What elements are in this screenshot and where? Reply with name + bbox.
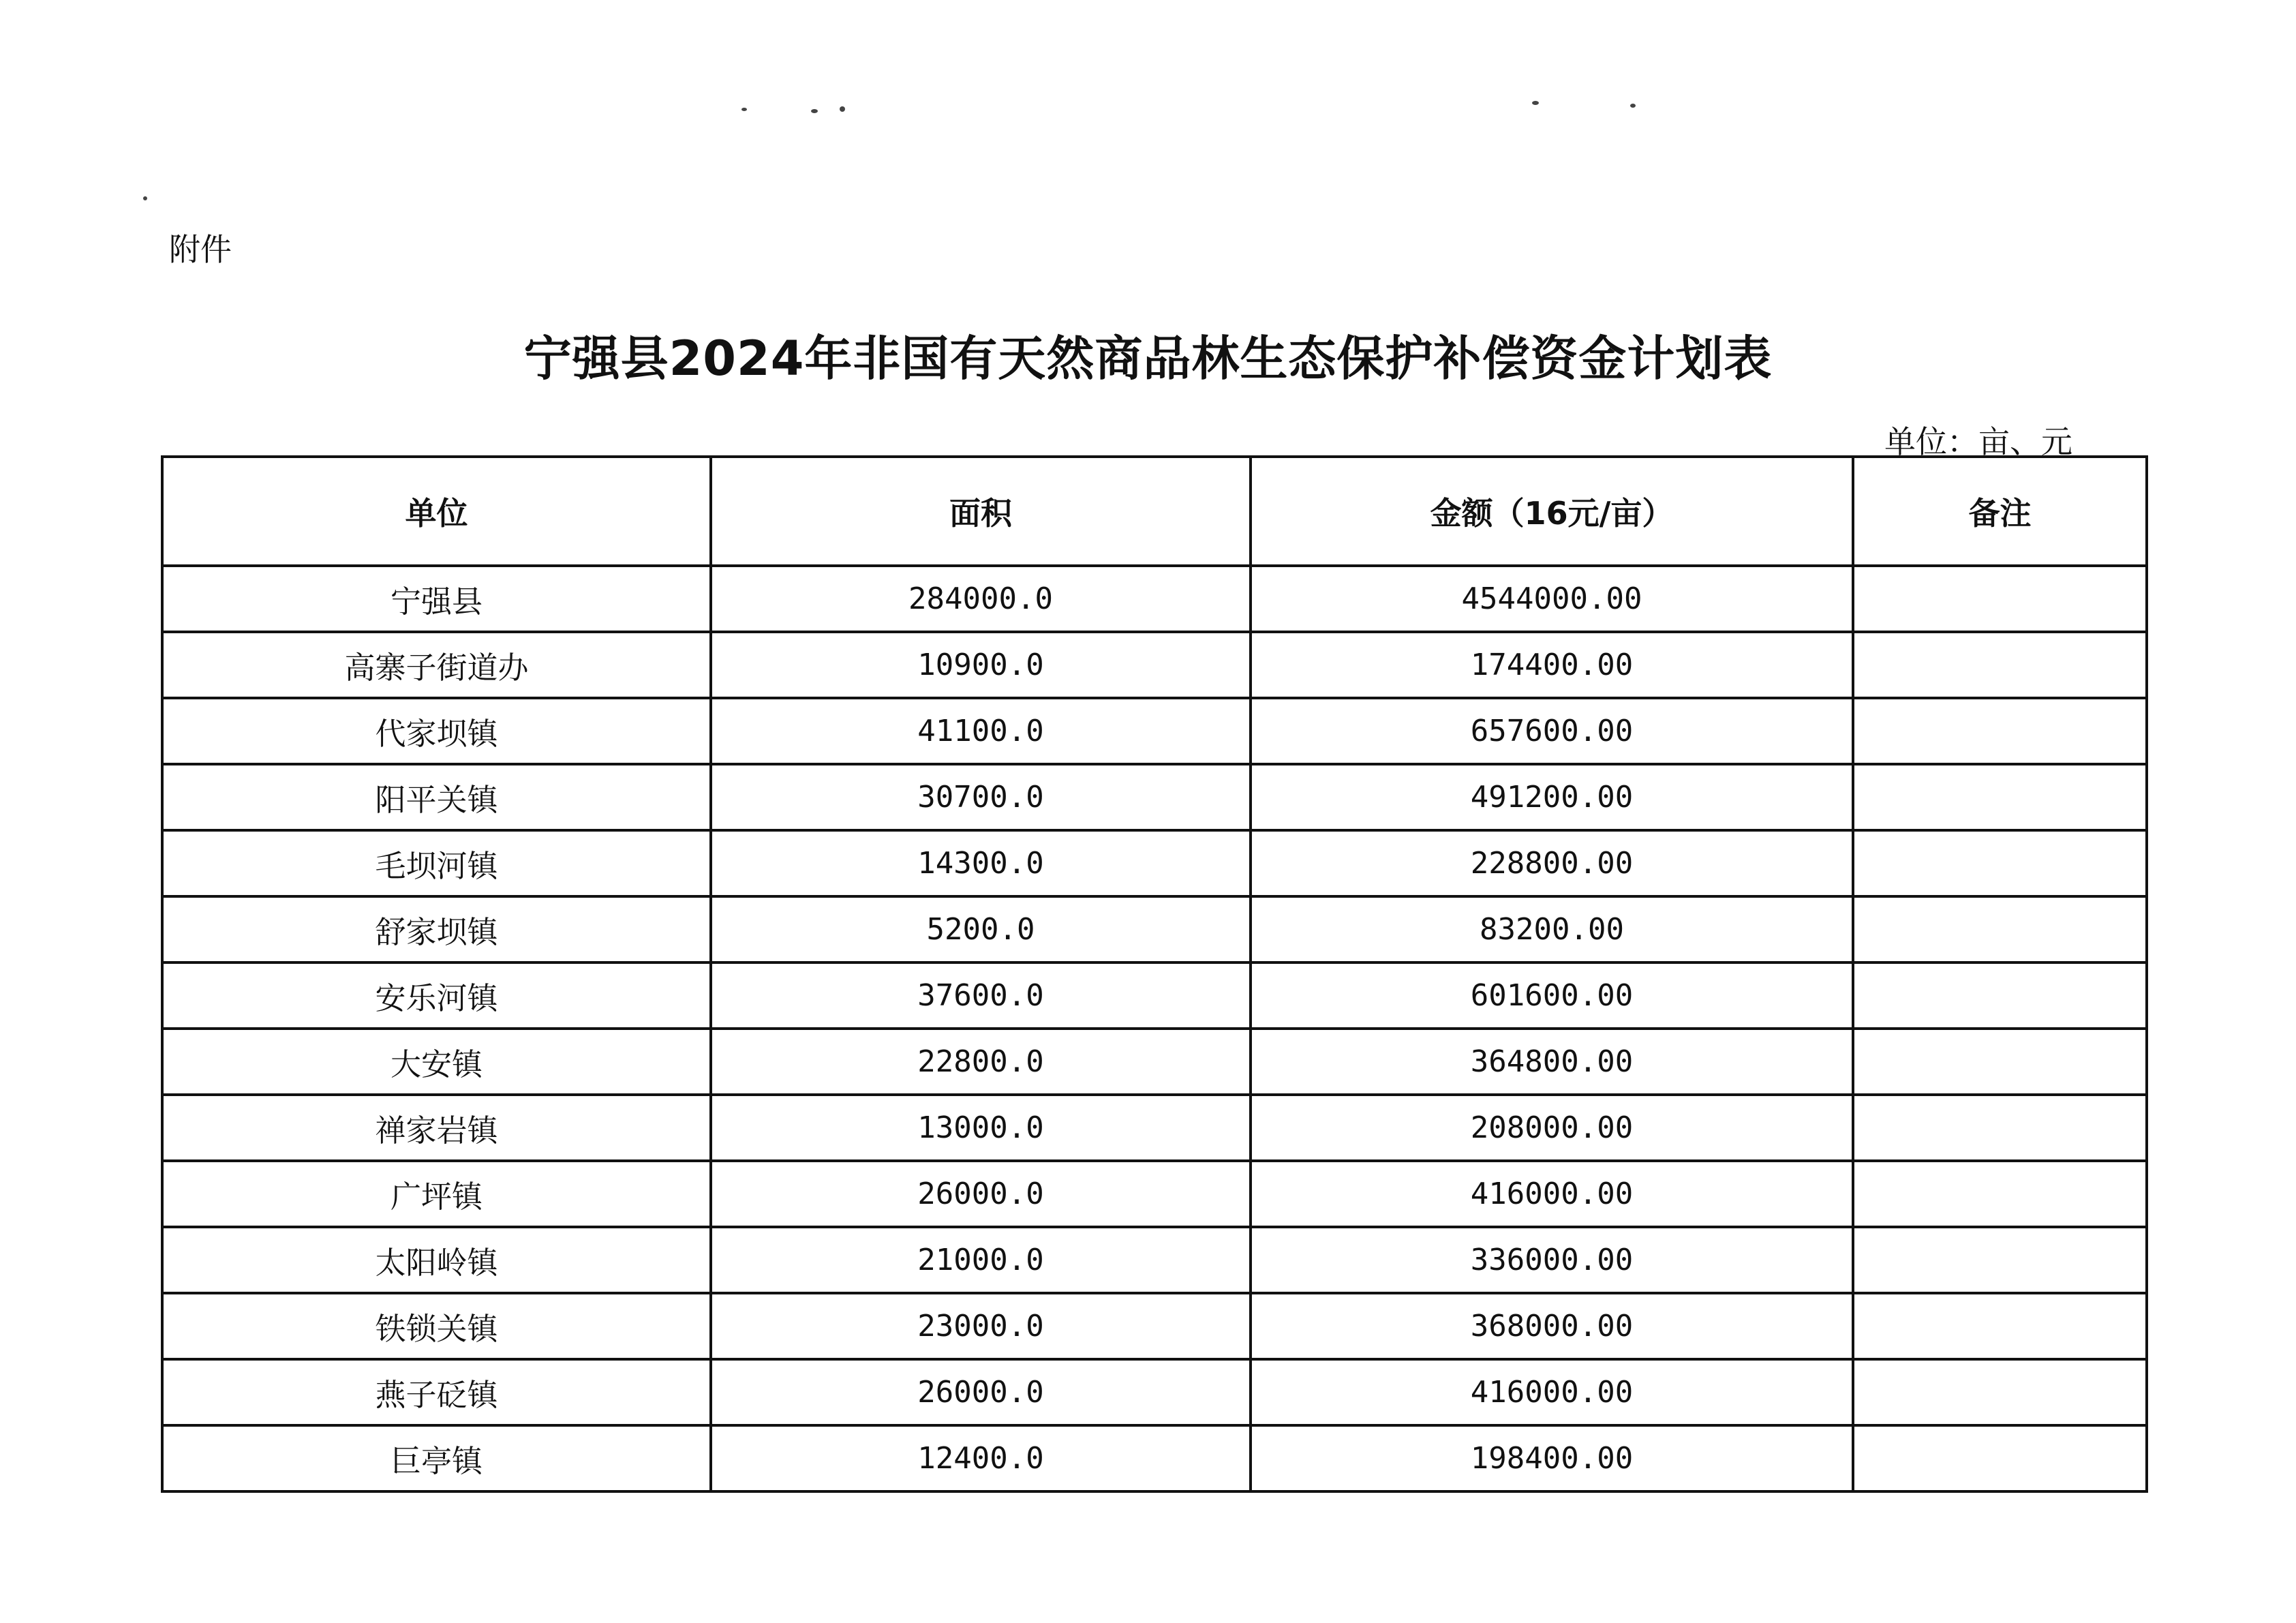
- cell-area: 26000.0: [711, 1161, 1251, 1227]
- cell-amount: 416000.00: [1251, 1359, 1853, 1425]
- unit-note: 单位：亩、元: [1884, 423, 2072, 460]
- cell-unit: 代家坝镇: [162, 698, 711, 764]
- cell-unit: 宁强县: [162, 566, 711, 632]
- cell-unit: 铁锁关镇: [162, 1293, 711, 1359]
- table-row: [162, 1425, 2147, 1491]
- table-row: [162, 1227, 2147, 1293]
- cell-unit: 巨亭镇: [162, 1425, 711, 1491]
- table-row: [162, 632, 2147, 698]
- cell-amount: 4544000.00: [1251, 566, 1853, 632]
- table-row: [162, 764, 2147, 830]
- scan-speck: [811, 109, 818, 113]
- cell-amount: 601600.00: [1251, 962, 1853, 1029]
- cell-remarks: [1853, 632, 2147, 698]
- cell-unit: 高寨子街道办: [162, 632, 711, 698]
- table-header-row: [162, 457, 2147, 566]
- table-row: [162, 1293, 2147, 1359]
- cell-area: 12400.0: [711, 1425, 1251, 1491]
- cell-amount: 368000.00: [1251, 1293, 1853, 1359]
- table-row: [162, 830, 2147, 896]
- scan-speck: [741, 108, 747, 111]
- cell-area: 10900.0: [711, 632, 1251, 698]
- cell-remarks: [1853, 1095, 2147, 1161]
- table-row: [162, 566, 2147, 632]
- cell-unit: 燕子砭镇: [162, 1359, 711, 1425]
- cell-remarks: [1853, 896, 2147, 962]
- cell-area: 284000.0: [711, 566, 1251, 632]
- cell-amount: 336000.00: [1251, 1227, 1853, 1293]
- cell-area: 22800.0: [711, 1029, 1251, 1095]
- cell-amount: 228800.00: [1251, 830, 1853, 896]
- cell-area: 37600.0: [711, 962, 1251, 1029]
- attachment-label: 附件: [169, 231, 232, 268]
- cell-remarks: [1853, 1425, 2147, 1491]
- cell-amount: 416000.00: [1251, 1161, 1853, 1227]
- cell-remarks: [1853, 962, 2147, 1029]
- cell-amount: 491200.00: [1251, 764, 1853, 830]
- table-row: [162, 698, 2147, 764]
- cell-unit: 大安镇: [162, 1029, 711, 1095]
- cell-area: 14300.0: [711, 830, 1251, 896]
- cell-area: 23000.0: [711, 1293, 1251, 1359]
- table-row: [162, 1029, 2147, 1095]
- compensation-plan-table: [161, 455, 2148, 1493]
- cell-unit: 禅家岩镇: [162, 1095, 711, 1161]
- header-area: 面积: [711, 457, 1251, 566]
- cell-area: 21000.0: [711, 1227, 1251, 1293]
- cell-remarks: [1853, 1161, 2147, 1227]
- cell-area: 13000.0: [711, 1095, 1251, 1161]
- cell-amount: 208000.00: [1251, 1095, 1853, 1161]
- cell-amount: 83200.00: [1251, 896, 1853, 962]
- cell-unit: 安乐河镇: [162, 962, 711, 1029]
- scan-speck: [840, 106, 845, 112]
- table-row: [162, 962, 2147, 1029]
- table-row: [162, 896, 2147, 962]
- table-row: [162, 1359, 2147, 1425]
- scan-speck: [1630, 104, 1636, 108]
- cell-remarks: [1853, 830, 2147, 896]
- scan-speck: [1532, 101, 1539, 105]
- header-unit: 单位: [162, 457, 711, 566]
- header-remarks: 备注: [1853, 457, 2147, 566]
- cell-unit: 广坪镇: [162, 1161, 711, 1227]
- table-row: [162, 1095, 2147, 1161]
- cell-amount: 174400.00: [1251, 632, 1853, 698]
- cell-remarks: [1853, 764, 2147, 830]
- cell-area: 5200.0: [711, 896, 1251, 962]
- cell-remarks: [1853, 1359, 2147, 1425]
- cell-remarks: [1853, 566, 2147, 632]
- cell-remarks: [1853, 1227, 2147, 1293]
- cell-area: 26000.0: [711, 1359, 1251, 1425]
- cell-unit: 阳平关镇: [162, 764, 711, 830]
- cell-remarks: [1853, 1293, 2147, 1359]
- header-amount: 金额（16元/亩）: [1251, 457, 1853, 566]
- cell-area: 41100.0: [711, 698, 1251, 764]
- table-row: [162, 1161, 2147, 1227]
- cell-unit: 舒家坝镇: [162, 896, 711, 962]
- scan-speck: [143, 196, 147, 200]
- cell-area: 30700.0: [711, 764, 1251, 830]
- page-title: 宁强县2024年非国有天然商品林生态保护补偿资金计划表: [523, 331, 1773, 386]
- cell-amount: 364800.00: [1251, 1029, 1853, 1095]
- cell-unit: 太阳岭镇: [162, 1227, 711, 1293]
- cell-remarks: [1853, 1029, 2147, 1095]
- cell-remarks: [1853, 698, 2147, 764]
- cell-unit: 毛坝河镇: [162, 830, 711, 896]
- cell-amount: 657600.00: [1251, 698, 1853, 764]
- cell-amount: 198400.00: [1251, 1425, 1853, 1491]
